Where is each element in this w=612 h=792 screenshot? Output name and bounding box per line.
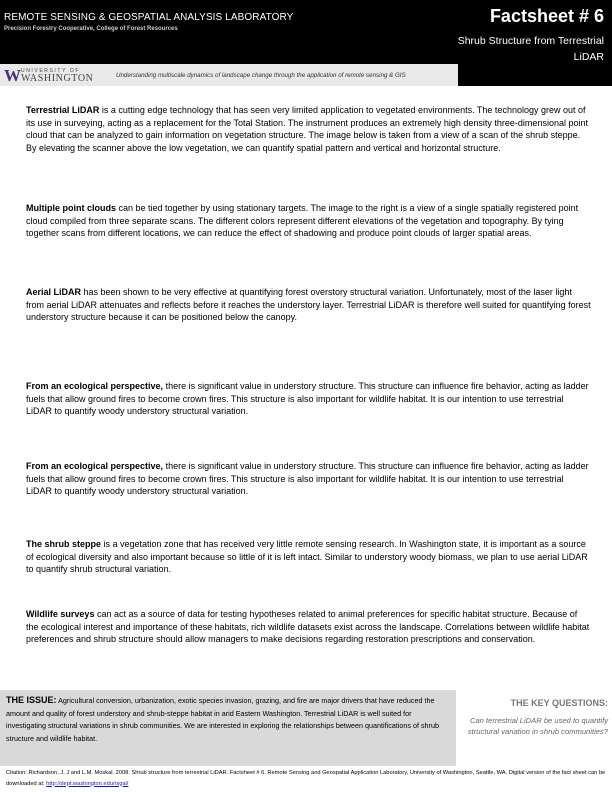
issue-body: Agricultural conversion, urbanization, exotic species invasion, grazing, and fire are major drivers that have reduced the amount and quality of forest understory and shrub-steppe habitat in arid Eastern Washington. Terrestrial LiDAR is well suited for investigating structural variations in shrub communities. We are interested in exploring the relationships between quantifications of shrub structure and wildlife habitat. [6, 696, 439, 743]
issue-text-block [6, 694, 452, 745]
uw-w-icon: W [4, 66, 21, 85]
key-questions-title: THE KEY QUESTIONS: [510, 698, 608, 708]
key-questions-text: Can terrestrial LiDAR be used to quantify structural variation in shrub communities? [467, 716, 608, 736]
uw-logo [4, 66, 94, 85]
paragraph-lead: Wildlife surveys [26, 609, 95, 619]
paragraph-point-clouds [26, 202, 592, 240]
download-link[interactable]: http://dept.washington.edu/rsgal/ [46, 780, 129, 787]
paragraph-ecological-2 [26, 460, 592, 498]
logo-bar [0, 64, 458, 86]
paragraph-text: there is significant value in understory structure. This structure can influence fire behavior, acting as ladder fuels that allow ground fires to become crown fires. This structure is also important for wildlife habitat. It is our intention to use terrestrial LiDAR to quantify woody understory structural variation. [26, 461, 589, 497]
factsheet-title: Shrub Structure from Terrestrial LiDAR [457, 35, 604, 63]
paragraph-lead: Terrestrial LiDAR [26, 105, 100, 115]
paragraph-lead: From an ecological perspective, [26, 381, 164, 391]
lab-subtitle: Precision Forestry Cooperative, College of Forest Resources [4, 26, 178, 32]
citation-text: Citation: Richardson, J. J and L.M. Moskal. 2008. Shrub structure from terrestrial LiDAR. Factsheet # 6. Remote Sensing and Geospatial Application Laboratory, University of Washington, Seattle, WA. Digital version of the fact sheet can be downloaded at: [6, 770, 606, 787]
paragraph-text: can act as a source of data for testing hypotheses related to animal preferences for specific habitat structure. Because of the ecological interest and importance of these habitats, rich wildlife datasets exist across the landscape. Correlations between wildlife habitat preferences and shrub structure should allow managers to make decisions regarding restoration prescriptions and conservation. [26, 609, 590, 645]
tagline: Understanding multiscale dynamics of landscape change through the application of remote sensing & GIS [116, 72, 406, 79]
header-banner [0, 0, 612, 86]
issue-heading: THE ISSUE: [6, 695, 57, 705]
paragraph-text: is a vegetation zone that has received very little remote sensing research. In Washington state, it is important as a source of ecological diversity and also important because so little of it is left intact. Similar to understory woody biomass, we plan to use aerial LiDAR to quantify shrub structural variation. [26, 539, 588, 575]
paragraph-ecological-1 [26, 380, 592, 418]
issue-box [0, 690, 456, 766]
paragraph-lead: From an ecological perspective, [26, 461, 164, 471]
key-questions-box [456, 690, 612, 766]
paragraph-text: is a cutting edge technology that has seen very limited application to vegetated environments. The technology grew out of its use in surveying, acting as a replacement for the Total Station. The instrument produces an extremely high density three-dimensional point cloud that can be analyzed to gain information on vegetation structure. The image below is taken from a view of a scan of the shrub steppe. By elevating the scanner above the low vegetation, we can quantify spatial pattern and vertical and horizontal structure. [26, 105, 588, 153]
paragraph-aerial-lidar [26, 286, 592, 324]
paragraph-text: there is significant value in understory structure. This structure can influence fire behavior, acting as ladder fuels that allow ground fires to become crown fires. This structure is also important for wildlife habitat. It is our intention to use terrestrial LiDAR to quantify woody understory structural variation. [26, 381, 589, 417]
paragraph-lead: Aerial LiDAR [26, 287, 82, 297]
paragraph-text: has been shown to be very effective at quantifying forest overstory structural variation. Unfortunately, most of the laser light from aerial LiDAR attenuates and reflects before it reaches the understory layer. Terrestrial LiDAR is therefore well suited for quantifying forest understory structure because it can be positioned below the canopy. [26, 287, 591, 323]
paragraph-lead: Multiple point clouds [26, 203, 116, 213]
uw-logo-big-text: WASHINGTON [21, 73, 94, 84]
paragraph-text: can be tied together by using stationary targets. The image to the right is a view of a single spatially registered point cloud compiled from three separate scans. The different colors represent different elevations of the vegetation and topography. By tying together scans from different locations, we can reduce the effect of shadowing and produce point clouds of larger spatial areas. [26, 203, 579, 239]
paragraph-terrestrial-lidar [26, 104, 592, 154]
paragraph-wildlife-surveys [26, 608, 592, 646]
citation [6, 768, 606, 789]
lab-title: REMOTE SENSING & GEOSPATIAL ANALYSIS LABORATORY [4, 12, 294, 23]
paragraph-lead: The shrub steppe [26, 539, 102, 549]
uw-logo-small-text: UNIVERSITY OF [21, 68, 81, 74]
paragraph-shrub-steppe [26, 538, 592, 576]
factsheet-number: Factsheet # 6 [489, 6, 604, 26]
